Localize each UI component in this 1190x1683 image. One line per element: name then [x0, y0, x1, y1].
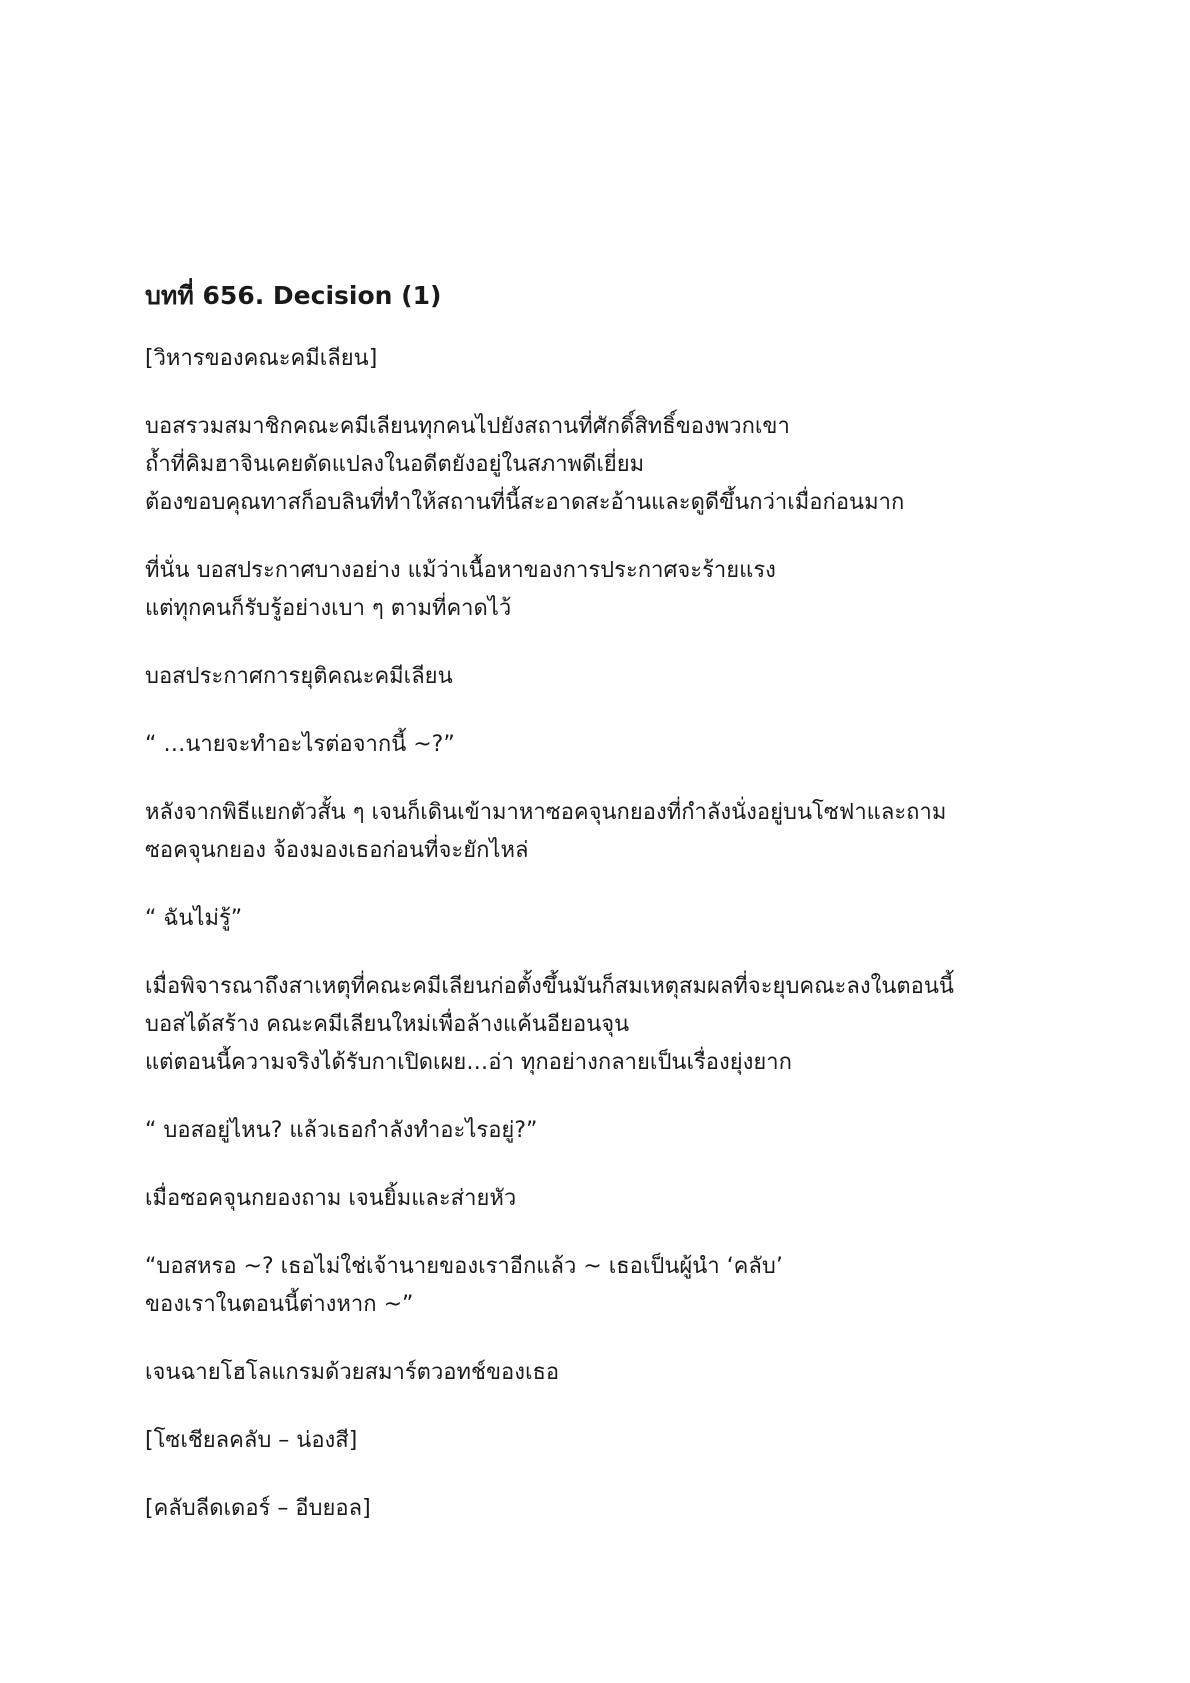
dialogue — [145, 900, 1065, 938]
text-line: เจนฉายโฮโลแกรมด้วยสมาร์ตวอทช์ของเธอ — [145, 1360, 560, 1385]
paragraph-location — [145, 340, 1065, 378]
text-line: เมื่อซอคจุนกยองถาม เจนยิ้มและส่ายหัว — [145, 1186, 517, 1211]
text-line: ต้องขอบคุณทาสก็อบลินที่ทำให้สถานที่นี้สะอาดสะอ้านและดูดีขึ้นกว่าเมื่อก่อนมาก — [145, 490, 905, 515]
chapter-title: บทที่ 656. Decision (1) — [145, 281, 442, 310]
dialogue — [145, 1248, 1065, 1324]
paragraph — [145, 1354, 1065, 1392]
text-line: ที่นั่น บอสประกาศบางอย่าง แม้ว่าเนื้อหาของการประกาศจะร้ายแรง — [145, 558, 776, 583]
paragraph — [145, 408, 1065, 522]
text-line: บอสรวมสมาชิกคณะคมีเลียนทุกคนไปยังสถานที่ศักดิ์สิทธิ์ของพวกเขา — [145, 414, 790, 439]
document-page — [145, 278, 1065, 1558]
text-line: “ บอสอยู่ไหน? แล้วเธอกำลังทำอะไรอยู่?” — [145, 1118, 538, 1143]
system-message — [145, 1490, 1065, 1528]
text-line: แต่ตอนนี้ความจริงได้รับกาเปิดเผย…อ่า ทุกอย่างกลายเป็นเรื่องยุ่งยาก — [145, 1050, 792, 1075]
text-line: “บอสหรอ ~? เธอไม่ใช่เจ้านายของเราอีกแล้ว ~ เธอเป็นผู้นำ ‘คลับ’ — [145, 1254, 783, 1279]
text-line: เมื่อพิจารณาถึงสาเหตุที่คณะคมีเลียนก่อตั้งขึ้นมันก็สมเหตุสมผลที่จะยุบคณะลงในตอนนี้ — [145, 974, 954, 999]
text-line: [วิหารของคณะคมีเลียน] — [145, 346, 378, 371]
paragraph — [145, 1180, 1065, 1218]
text-line: บอสประกาศการยุติคณะคมีเลียน — [145, 664, 453, 689]
paragraph — [145, 794, 1065, 870]
paragraph — [145, 658, 1065, 696]
dialogue — [145, 1112, 1065, 1150]
system-message — [145, 1422, 1065, 1460]
paragraph — [145, 552, 1065, 628]
text-line: ถ้ำที่คิมฮาจินเคยดัดแปลงในอดีตยังอยู่ในสภาพดีเยี่ยม — [145, 452, 645, 477]
text-line: “ ฉันไม่รู้” — [145, 906, 243, 931]
text-line: [คลับลีดเดอร์ – อีบยอล] — [145, 1496, 371, 1521]
text-line: ของเราในตอนนี้ต่างหาก ~” — [145, 1292, 414, 1317]
text-line: แต่ทุกคนก็รับรู้อย่างเบา ๆ ตามที่คาดไว้ — [145, 596, 512, 621]
text-line: หลังจากพิธีแยกตัวสั้น ๆ เจนก็เดินเข้ามาหาซอคจุนกยองที่กำลังนั่งอยู่บนโซฟาและถาม — [145, 800, 947, 825]
text-line: ซอคจุนกยอง จ้องมองเธอก่อนที่จะยักไหล่ — [145, 838, 529, 863]
text-line: [โซเชียลคลับ – น่องสี] — [145, 1428, 358, 1453]
paragraph — [145, 968, 1065, 1082]
text-line: “ …นายจะทำอะไรต่อจากนี้ ~?” — [145, 732, 455, 757]
dialogue — [145, 726, 1065, 764]
text-line: บอสได้สร้าง คณะคมีเลียนใหม่เพื่อล้างแค้นอียอนจุน — [145, 1012, 630, 1037]
